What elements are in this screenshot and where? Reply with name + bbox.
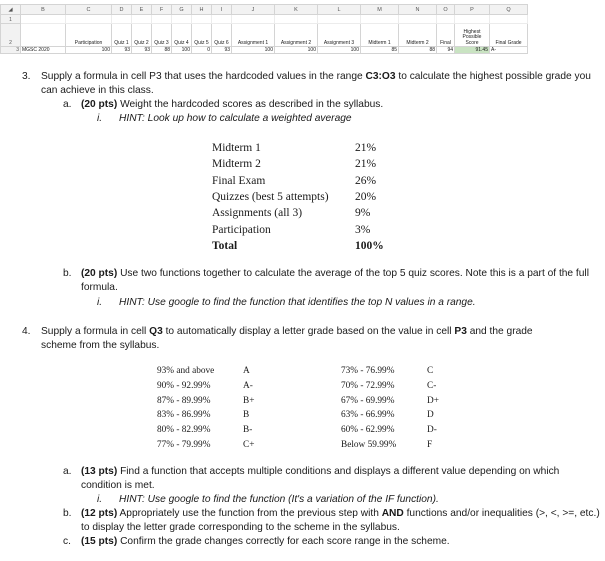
column-header[interactable]: E <box>132 5 152 15</box>
sheet-row-2 <box>1 24 528 47</box>
cell[interactable] <box>361 15 399 24</box>
q3a-body: Weight the hardcoded scores as described in the syllabus. <box>117 99 384 110</box>
header-cell[interactable]: Quiz 5 <box>192 24 212 47</box>
column-header[interactable]: Q <box>490 5 528 15</box>
value-cell[interactable]: 93 <box>132 47 152 54</box>
header-cell[interactable]: Quiz 1 <box>112 24 132 47</box>
weight-row: Final Exam 26% <box>212 174 377 187</box>
q4-cell: Q3 <box>149 326 163 337</box>
column-header[interactable]: F <box>152 5 172 15</box>
q3-text <box>41 70 596 98</box>
q4a-points: (13 pts) <box>81 466 118 477</box>
grade-row: 90% - 92.99% A- <box>157 381 253 392</box>
value-cell[interactable]: 88 <box>152 47 172 54</box>
weight-row: Quizzes (best 5 attempts) 20% <box>212 191 377 204</box>
value-cell[interactable]: 100 <box>275 47 318 54</box>
row-number[interactable]: 1 <box>1 15 21 24</box>
q4-text <box>41 325 571 353</box>
cell[interactable] <box>437 15 455 24</box>
column-header[interactable]: N <box>399 5 437 15</box>
q4b-text-before: Appropriately use the function from the previous step with <box>117 508 382 519</box>
value-cell[interactable]: 100 <box>232 47 275 54</box>
spreadsheet <box>0 0 605 56</box>
header-cell[interactable]: Participation <box>66 24 112 47</box>
value-cell[interactable]: 85 <box>361 47 399 54</box>
sheet-row-1 <box>1 15 528 24</box>
grade-row: 63% - 66.99% D <box>341 410 434 421</box>
q4b-points: (12 pts) <box>81 508 118 519</box>
select-all-corner[interactable]: ◢ <box>1 5 21 15</box>
column-header-row <box>1 5 528 15</box>
q4b-and: AND <box>381 508 404 519</box>
value-cell[interactable]: 0 <box>192 47 212 54</box>
weight-total-row: Total 100% <box>212 239 384 252</box>
q4-cell2: P3 <box>454 326 467 337</box>
cell[interactable] <box>21 15 66 24</box>
q3-range: C3:O3 <box>365 71 396 82</box>
q3b-body: Use two functions together to calculate the average of the top 5 quiz scores. Note this is a part of the full formula. <box>81 268 589 293</box>
value-cell[interactable]: 88 <box>399 47 437 54</box>
weight-row: Midterm 2 21% <box>212 158 377 171</box>
q4-text-after: and the grade scheme from the syllabus. <box>41 326 533 351</box>
cell[interactable] <box>318 15 361 24</box>
q4b-label: b. <box>63 508 72 519</box>
q3a-points: (20 pts) <box>81 99 118 110</box>
q3-text-before: Supply a formula in cell P3 that uses the hardcoded values in the range <box>41 71 366 82</box>
header-cell[interactable]: Quiz 4 <box>172 24 192 47</box>
spreadsheet-grid <box>0 4 528 54</box>
column-header[interactable]: D <box>112 5 132 15</box>
q3b-label: b. <box>63 268 72 279</box>
header-cell[interactable]: Final Grade <box>490 24 528 47</box>
q4c-points: (15 pts) <box>81 536 118 547</box>
q3a-hint: HINT: Look up how to calculate a weighted average <box>119 113 352 124</box>
value-cell[interactable]: 93 <box>212 47 232 54</box>
value-cell[interactable]: 100 <box>172 47 192 54</box>
header-cell[interactable]: Quiz 6 <box>212 24 232 47</box>
value-cell[interactable]: 100 <box>66 47 112 54</box>
grade-row: 80% - 82.99% B- <box>157 425 253 436</box>
grade-row: 60% - 62.99% D- <box>341 425 437 436</box>
cell[interactable] <box>212 15 232 24</box>
q4b-text <box>81 507 601 535</box>
grade-row: Below 59.99% F <box>341 439 433 450</box>
q3b-text <box>81 267 596 295</box>
header-cell[interactable]: Assignment 2 <box>275 24 318 47</box>
column-header[interactable]: H <box>192 5 212 15</box>
cell[interactable] <box>132 15 152 24</box>
cell[interactable] <box>172 15 192 24</box>
q4c-text <box>81 535 596 549</box>
q3a-text <box>81 98 596 112</box>
q4a-body: Find a function that accepts multiple conditions and displays a different value depending on which condition is met. <box>81 466 560 491</box>
cell[interactable] <box>490 15 528 24</box>
header-cell[interactable] <box>21 24 66 47</box>
grade-scheme-right <box>341 364 439 452</box>
course-cell[interactable]: MGSC 2020 <box>21 47 66 54</box>
grade-row: 73% - 76.99% C <box>341 366 434 377</box>
q3a-label: a. <box>63 99 72 110</box>
value-cell[interactable]: 94 <box>437 47 455 54</box>
highest-score-cell[interactable]: 91.45 <box>455 47 490 54</box>
value-cell[interactable]: 93 <box>112 47 132 54</box>
row-number[interactable]: 2 <box>1 24 21 47</box>
column-header[interactable]: B <box>21 5 66 15</box>
weight-row: Participation 3% <box>212 223 371 236</box>
grade-row: 93% and above A <box>157 366 250 377</box>
q4-number: 4. <box>22 326 31 337</box>
column-header[interactable]: G <box>172 5 192 15</box>
weights-table <box>212 140 384 254</box>
header-cell[interactable]: Final <box>437 24 455 47</box>
grade-row: 77% - 79.99% C+ <box>157 439 255 450</box>
header-cell[interactable]: Quiz 3 <box>152 24 172 47</box>
header-cell[interactable]: Midterm 1 <box>361 24 399 47</box>
q4a-label: a. <box>63 466 72 477</box>
grade-row: 70% - 72.99% C- <box>341 381 437 392</box>
q4-text-before: Supply a formula in cell <box>41 326 150 337</box>
weight-row: Midterm 1 21% <box>212 142 377 155</box>
q3b-hint: HINT: Use google to find the function that identifies the top N values in a range. <box>119 297 476 308</box>
column-header[interactable]: I <box>212 5 232 15</box>
cell[interactable] <box>455 15 490 24</box>
column-header[interactable]: K <box>275 5 318 15</box>
cell[interactable] <box>275 15 318 24</box>
cell[interactable] <box>399 15 437 24</box>
grade-row: 83% - 86.99% B <box>157 410 250 421</box>
final-grade-cell[interactable]: A- <box>490 47 528 54</box>
column-header[interactable]: M <box>361 5 399 15</box>
grade-row: 87% - 89.99% B+ <box>157 395 255 406</box>
q3b-hint-label: i. <box>97 297 103 308</box>
cell[interactable] <box>66 15 112 24</box>
column-header[interactable]: C <box>66 5 112 15</box>
q4a-hint-label: i. <box>97 494 103 505</box>
weight-row: Assignments (all 3) 9% <box>212 207 371 220</box>
q3-number: 3. <box>22 71 31 82</box>
q4a-hint: HINT: Use google to find the function (It's a variation of the IF function). <box>119 494 439 505</box>
q4a-text <box>81 465 581 493</box>
header-cell[interactable]: Assignment 3 <box>318 24 361 47</box>
q3-text-after: to calculate the highest possible grade you can achieve in this class. <box>41 71 591 96</box>
grade-row: 67% - 69.99% D+ <box>341 395 439 406</box>
value-cell[interactable]: 100 <box>318 47 361 54</box>
grade-scheme-left <box>157 364 254 452</box>
q3a-hint-label: i. <box>97 113 103 124</box>
cell[interactable] <box>192 15 212 24</box>
column-header[interactable]: O <box>437 5 455 15</box>
cell[interactable] <box>152 15 172 24</box>
q4c-body: Confirm the grade changes correctly for each score range in the scheme. <box>117 536 450 547</box>
q4-text-mid: to automatically display a letter grade based on the value in cell <box>162 326 455 337</box>
sheet-row-3 <box>1 47 528 54</box>
header-cell[interactable]: Highest Possible Score <box>455 24 490 47</box>
header-cell[interactable]: Quiz 2 <box>132 24 152 47</box>
cell[interactable] <box>112 15 132 24</box>
column-header[interactable]: J <box>232 5 275 15</box>
header-cell[interactable]: Assignment 1 <box>232 24 275 47</box>
q4c-label: c. <box>63 536 71 547</box>
column-header[interactable]: P <box>455 5 490 15</box>
q4b-text-after: functions and/or inequalities (>, <, >=, etc.) to display the letter grade corresponding to the scheme in the syllabus. <box>81 508 600 533</box>
q3b-points: (20 pts) <box>81 268 118 279</box>
column-header[interactable]: L <box>318 5 361 15</box>
cell[interactable] <box>232 15 275 24</box>
row-number[interactable]: 3 <box>1 47 21 54</box>
header-cell[interactable]: Midterm 2 <box>399 24 437 47</box>
